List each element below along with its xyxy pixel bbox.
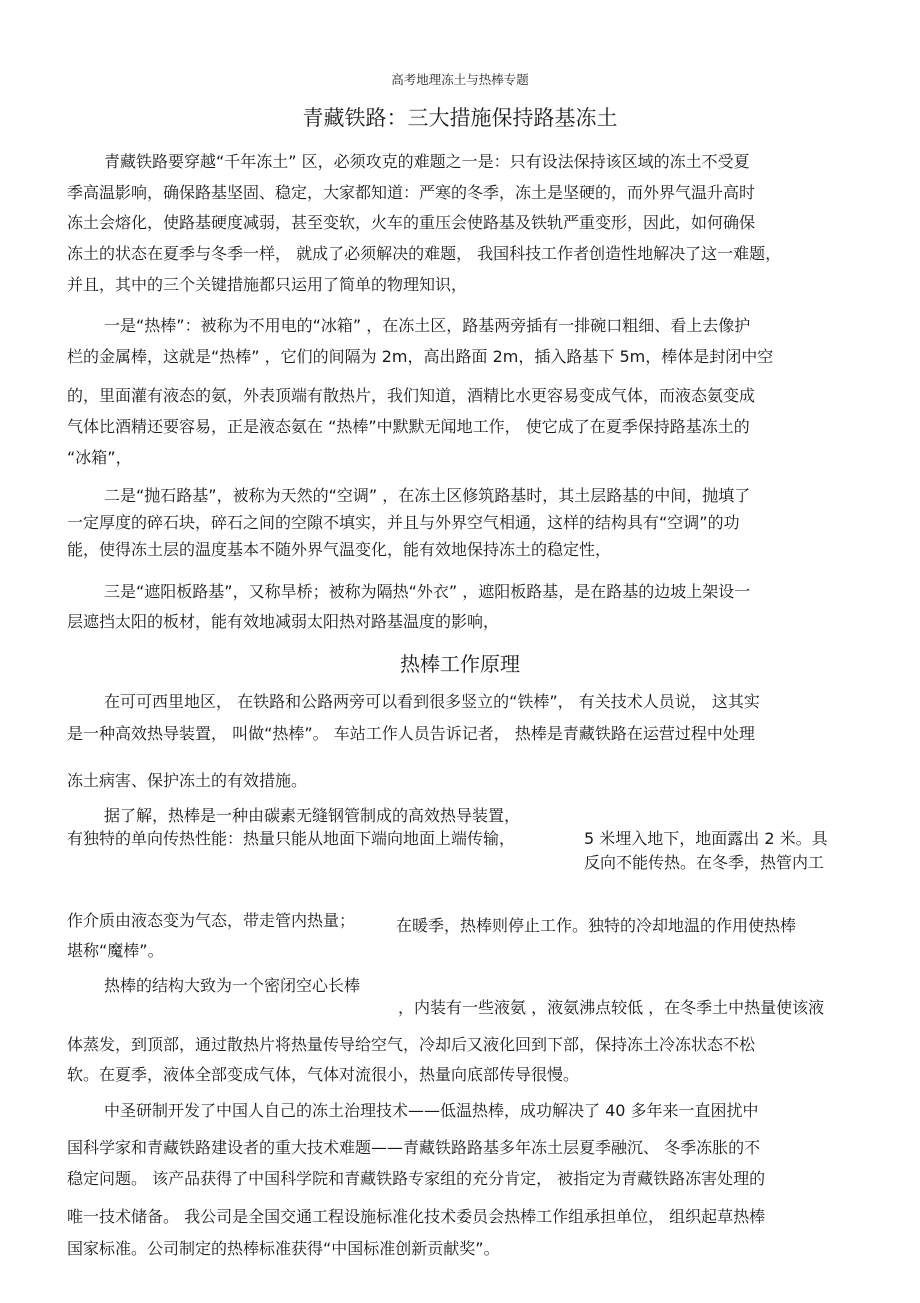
paragraph-line: 据了解，热棒是一种由碳素无缝钢管制成的高效热导装置，: [104, 806, 521, 825]
paragraph-line: 能，使得冻土层的温度基本不随外界气温变化，能有效地保持冻土的稳定性，: [67, 540, 612, 559]
paragraph-line: 在可可西里地区， 在铁路和公路两旁可以看到很多竖立的“铁棒”， 有关技术人员说， 这其实: [104, 692, 760, 711]
paragraph-line: 唯一技术储备。 我公司是全国交通工程设施标准化技术委员会热棒工作组承担单位， 组织起草热棒: [67, 1207, 766, 1226]
paragraph-line: 稳定问题。 该产品获得了中国科学院和青藏铁路专家组的充分肯定， 被指定为青藏铁路冻害处理的: [67, 1169, 766, 1188]
paragraph-line: 体蒸发，到顶部，通过散热片将热量传导给空气，冷却后又液化回到下部，保持冻土冷冻状态不松: [67, 1035, 756, 1054]
paragraph-line: 栏的金属棒，这就是“热棒” ，它们的间隔为 2m，高出路面 2m，插入路基下 5m，棒体是封闭中空: [67, 347, 774, 366]
paragraph-line: 二是“抛石路基”，被称为天然的“空调” ，在冻土区修筑路基时，其土层路基的中间，抛填了: [104, 486, 751, 505]
page-header: 高考地理冻土与热棒专题: [391, 72, 529, 87]
main-title: 青藏铁路：三大措施保持路基冻土: [302, 106, 618, 130]
paragraph-line: 一是“热棒”：被称为不用电的“冰箱” ，在冻土区，路基两旁插有一排碗口粗细、看上去像护: [104, 316, 751, 335]
paragraph-line: 并且，其中的三个关键措施都只运用了简单的物理知识，: [67, 275, 468, 294]
paragraph-line: 季高温影响，确保路基坚固、稳定，大家都知道：严寒的冬季，冻土是坚硬的，而外界气温升高时: [67, 183, 756, 202]
paragraph-line: 气体比酒精还要容易，正是液态氨在 “热棒”中默默无闻地工作， 使它成了在夏季保持路基冻土的: [67, 417, 750, 436]
paragraph-line: 作介质由液态变为气态，带走管内热量；: [67, 911, 356, 930]
paragraph-line-right: 在暖季，热棒则停止工作。独特的冷却地温的作用使热棒: [396, 916, 797, 935]
paragraph-line: 国家标准。公司制定的热棒标准获得“中国标准创新贡献奖”。: [67, 1239, 500, 1258]
paragraph-line: 的，里面灌有液态的氨，外表顶端有散热片，我们知道，酒精比水更容易变成气体，而液态氨变成: [67, 386, 756, 405]
paragraph-line: 有独特的单向传热性能：热量只能从地面下端向地面上端传输，: [67, 829, 516, 848]
paragraph-line: 冻土病害、保护冻土的有效措施。: [67, 771, 308, 790]
paragraph-line: 软。在夏季，液体全部变成气体，气体对流很小，热量向底部传导很慢。: [67, 1065, 580, 1084]
paragraph-line: 中圣研制开发了中国人自己的冻土治理技术——低温热棒，成功解决了 40 多年来一直困扰中: [104, 1101, 759, 1120]
paragraph-line: 三是“遮阳板路基”，又称旱桥；被称为隔热“外衣” ，遮阳板路基，是在路基的边坡上架设一: [104, 582, 751, 601]
paragraph-line: 热棒的结构大致为一个密闭空心长棒: [104, 976, 361, 995]
paragraph-line: 一定厚度的碎石块，碎石之间的空隙不填实，并且与外界空气相通，这样的结构具有“空调”的功: [67, 513, 740, 532]
paragraph-line: “冰箱”，: [67, 448, 132, 467]
paragraph-line: 青藏铁路要穿越“千年冻土” 区，必须攻克的难题之一是：只有设法保持该区域的冻土不受夏: [104, 152, 750, 171]
paragraph-line: 国科学家和青藏铁路建设者的重大技术难题——青藏铁路路基多年冻土层夏季融沉、 冬季冻胀的不: [67, 1138, 761, 1157]
paragraph-line-right: 5 米埋入地下，地面露出 2 米。具: [584, 829, 828, 848]
paragraph-line-right: 反向不能传热。在冬季，热管内工: [584, 853, 825, 872]
paragraph-line: 堪称“魔棒”。: [67, 941, 164, 960]
paragraph-line: 冻土的状态在夏季与冬季一样， 就成了必须解决的难题， 我国科技工作者创造性地解决了这一难题，: [67, 244, 782, 263]
paragraph-line: 冻土会熔化，使路基硬度减弱，甚至变软，火车的重压会使路基及铁轨严重变形，因此，如何确保: [67, 213, 756, 232]
section-subtitle: 热棒工作原理: [400, 652, 520, 676]
paragraph-line-right: ，内装有一些液氨 ，液氨沸点较低 ，在冬季土中热量使该液: [398, 998, 825, 1017]
paragraph-line: 是一种高效热导装置， 叫做“热棒”。 车站工作人员告诉记者， 热棒是青藏铁路在运营过程中处理: [67, 724, 755, 743]
paragraph-line: 层遮挡太阳的板材，能有效地减弱太阳热对路基温度的影响，: [67, 612, 500, 631]
